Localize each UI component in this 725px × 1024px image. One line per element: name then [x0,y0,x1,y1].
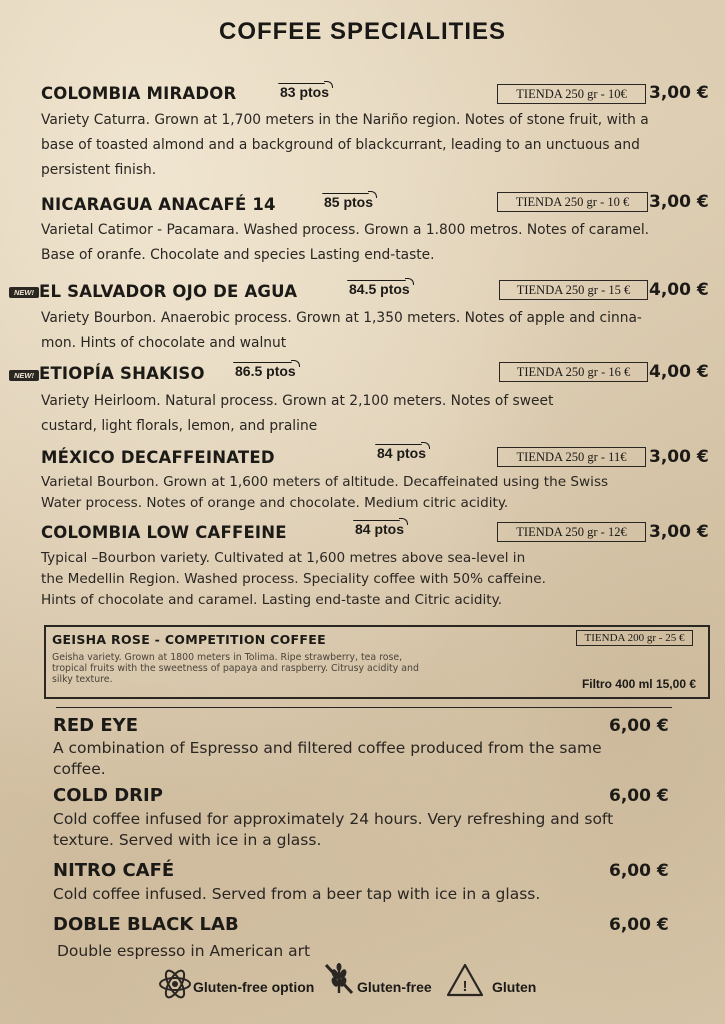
geisha-filtro-price: Filtro 400 ml 15,00 € [581,677,696,691]
item-description: Variety Caturra. Grown at 1,700 meters in the Nariño region. Notes of stone fruit, with a base of toasted almond and a background of blackcurrant, leading to an unctuous and persistent finish. [41,112,649,178]
tienda-price-box: TIENDA 250 gr - 12€ [497,522,646,542]
geisha-description: Geisha variety. Grown at 1800 meters in Tolima. Ripe strawberry, tea rose, tropical fruits with the sweetness of papaya and raspberry. Citrusy acidity and silky texture. [52,652,419,685]
legend-label-gluten-free-option: Gluten-free option [193,979,315,995]
beverage-price: 6,00 € [609,861,669,881]
item-price: 3,00 € [649,522,709,542]
item-price: 3,00 € [649,447,709,467]
warning-triangle-icon [445,962,485,998]
section-divider [56,707,672,708]
geisha-tienda-box: TIENDA 200 gr - 25 € [576,630,693,646]
item-name-colombia-low-caffeine: COLOMBIA LOW CAFFEINE [41,523,287,542]
beverage-name-red-eye: RED EYE [53,715,138,736]
beverage-price: 6,00 € [609,786,669,806]
item-description: Varietal Bourbon. Grown at 1,600 meters of altitude. Decaffeinated using the Swiss Water process. Notes of orange and chocolate. Medium citric acidity. [41,474,609,511]
item-name-el-salvador: EL SALVADOR OJO DE AGUA [39,282,298,301]
geisha-name: GEISHA ROSE - COMPETITION COFFEE [52,632,326,647]
item-price: 3,00 € [649,192,709,212]
item-description: Variety Heirloom. Natural process. Grown at 2,100 meters. Notes of sweet custard, light florals, lemon, and praline [41,393,554,434]
legend-label-gluten: Gluten [492,979,537,995]
page-title: COFFEE SPECIALITIES [218,18,507,45]
beverage-price: 6,00 € [609,915,669,935]
beverage-description: Cold coffee infused. Served from a beer tap with ice in a glass. [53,885,541,903]
item-price: 4,00 € [649,280,709,300]
beverage-description: Cold coffee infused for approximately 24 hours. Very refreshing and soft texture. Served with ice in a glass. [53,810,614,849]
legend-label-gluten-free: Gluten-free [357,979,432,995]
beverage-description: A combination of Espresso and filtered coffee produced from the same coffee. [53,739,602,778]
item-price: 3,00 € [649,83,709,103]
item-name-etiopia-shakiso: ETIOPÍA SHAKISO [39,364,205,383]
item-name-colombia-mirador: COLOMBIA MIRADOR [41,84,237,103]
points-badge: 85 ptos [320,194,377,210]
points-badge: 86.5 ptos [231,363,300,379]
item-description: Varietal Catimor - Pacamara. Washed process. Grown a 1.800 metros. Notes of caramel. Base of oranfe. Chocolate and species Lasting end-taste. [41,222,650,263]
geisha-competition-box [44,625,710,699]
beverage-price: 6,00 € [609,716,669,736]
points-badge: 84 ptos [373,445,430,461]
atom-icon [158,967,192,1001]
points-badge: 84 ptos [351,521,408,537]
beverage-name-nitro-cafe: NITRO CAFÉ [53,860,175,881]
points-badge: 84.5 ptos [345,281,414,297]
tienda-price-box: TIENDA 250 gr - 11€ [497,447,646,467]
tienda-price-box: TIENDA 250 gr - 10 € [497,192,648,212]
tienda-price-box: TIENDA 250 gr - 16 € [499,362,648,382]
svg-text:!: ! [462,978,468,995]
item-price: 4,00 € [649,362,709,382]
item-description: Variety Bourbon. Anaerobic process. Grown at 1,350 meters. Notes of apple and cinna- mon. Hints of chocolate and walnut [41,310,642,351]
new-badge: NEW! [9,370,39,381]
points-badge: 83 ptos [276,84,333,100]
beverage-name-doble-black-lab: DOBLE BLACK LAB [53,914,239,935]
item-name-nicaragua-anacafe: NICARAGUA ANACAFÉ 14 [41,195,276,214]
item-description: Typical –Bourbon variety. Cultivated at 1,600 metres above sea-level in the Medellin Region. Washed process. Speciality coffee with 50% caffeine. Hints of chocolate and caramel. Lasting end-taste and Citric acidity. [41,550,546,608]
beverage-description: Double espresso in American art [57,942,311,960]
beverage-name-cold-drip: COLD DRIP [53,785,163,806]
tienda-price-box: TIENDA 250 gr - 10€ [497,84,646,104]
wheat-crossed-icon [323,962,355,996]
new-badge: NEW! [9,287,39,298]
tienda-price-box: TIENDA 250 gr - 15 € [499,280,648,300]
item-name-mexico-decaffeinated: MÉXICO DECAFFEINATED [41,448,275,467]
